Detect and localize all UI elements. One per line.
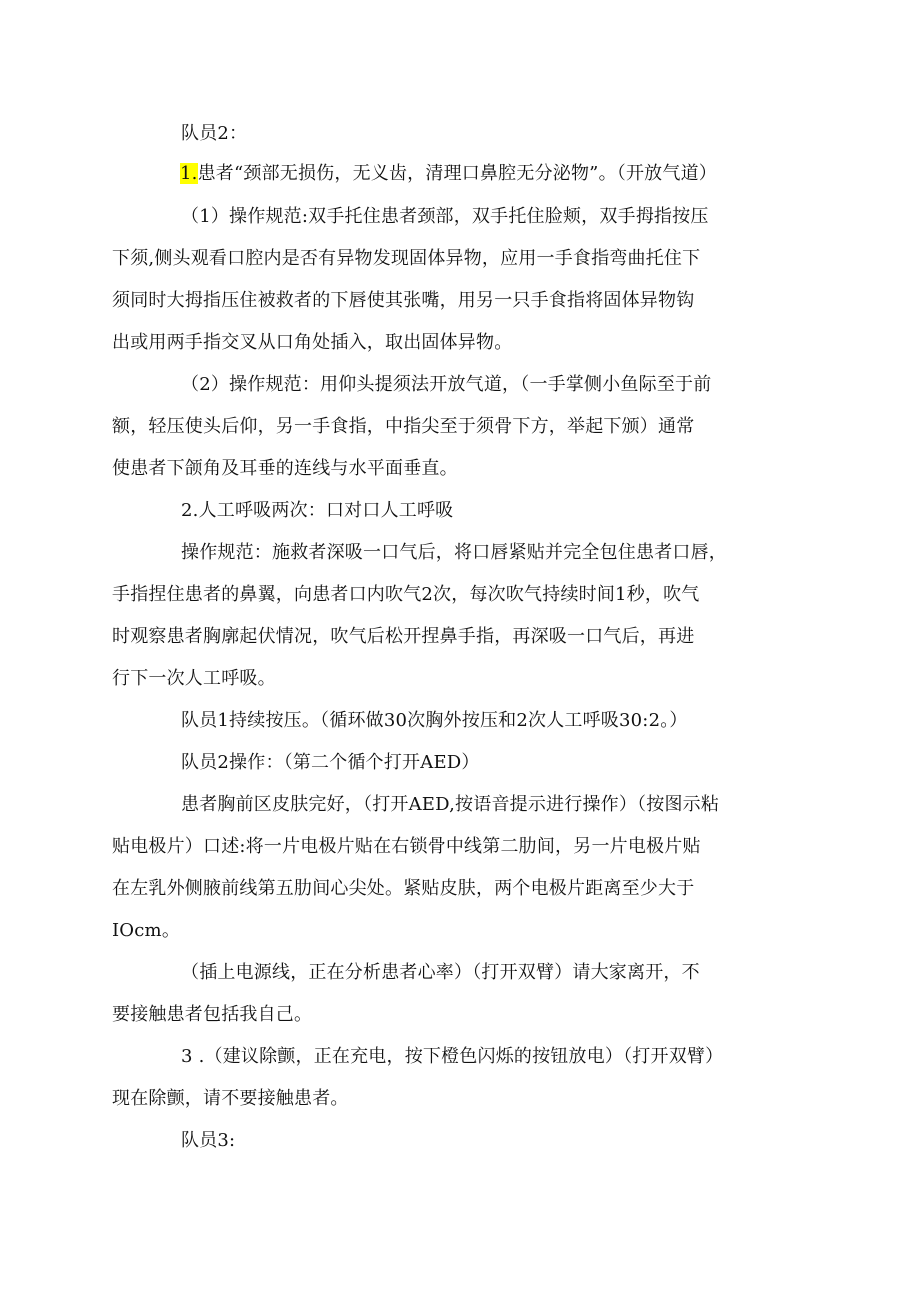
step3-line1: 3 .（建议除颤，正在充电，按下橙色闪烁的按钮放电）（打开双臂） <box>181 1046 724 1067</box>
member3-heading: 队员3: <box>181 1130 236 1151</box>
member1-compressions: 队员1持续按压。（循环做30次胸外按压和2次人工呼吸30:2。） <box>181 710 688 731</box>
analysis-line1: （插上电源线，正在分析患者心率）（打开双臂）请大家离开，不 <box>181 962 700 983</box>
step1-text: 患者“颈部无损伤，无义齿，清理口鼻腔无分泌物”。（开放气道） <box>197 163 717 184</box>
analysis-line2: 要接触患者包括我自己。 <box>112 1004 313 1025</box>
op-standard-1-line2: 下须,侧头观看口腔内是否有异物发现固体异物，应用一手食指弯曲托住下 <box>112 248 701 269</box>
op-standard-2-line1: （2）操作规范：用仰头提须法开放气道，（一手掌侧小鱼际至于前 <box>181 374 712 395</box>
breathing-standard-line4: 行下一次人工呼吸。 <box>112 668 276 689</box>
breathing-standard-line3: 时观察患者胸廓起伏情况，吹气后松开捏鼻手指，再深吸一口气后，再进 <box>112 626 695 647</box>
member2-aed-heading: 队员2操作：（第二个循个打开AED） <box>181 752 480 773</box>
step2-heading: 2.人工呼吸两次：口对口人工呼吸 <box>181 500 454 521</box>
step1-number-highlighted: 1. <box>180 163 198 184</box>
op-standard-2-line3: 使患者下颌角及耳垂的连线与水平面垂直。 <box>112 458 458 479</box>
op-standard-1-line1: （1）操作规范:双手托住患者颈部，双手托住脸颊，双手拇指按压 <box>181 206 709 227</box>
op-standard-1-line4: 出或用两手指交叉从口角处插入，取出固体异物。 <box>112 332 513 353</box>
aed-paragraph-line2: 贴电极片）口述:将一片电极片贴在右锁骨中线第二肋间，另一片电极片贴 <box>112 836 701 857</box>
aed-paragraph-line4: IOcm。 <box>112 920 181 941</box>
aed-paragraph-line3: 在左乳外侧腋前线第五肋间心尖处。紧贴皮肤，两个电极片距离至少大于 <box>112 878 695 899</box>
step3-line2: 现在除颤，请不要接触患者。 <box>112 1088 349 1109</box>
breathing-standard-line1: 操作规范：施救者深吸一口气后，将口唇紧贴并完全包住患者口唇， <box>181 542 727 563</box>
breathing-standard-line2: 手指捏住患者的鼻翼，向患者口内吹气2次，每次吹气持续时间1秒，吹气 <box>112 584 700 605</box>
op-standard-1-line3: 须同时大拇指压住被救者的下唇使其张嘴，用另一只手食指将固体异物钩 <box>112 290 695 311</box>
member2-heading: 队员2： <box>181 123 248 144</box>
op-standard-2-line2: 额，轻压使头后仰，另一手食指，中指尖至于须骨下方，举起下颁）通常 <box>112 416 695 437</box>
aed-paragraph-line1: 患者胸前区皮肤完好，（打开AED,按语音提示进行操作）（按图示粘 <box>181 794 720 815</box>
step1-paragraph <box>180 161 717 187</box>
